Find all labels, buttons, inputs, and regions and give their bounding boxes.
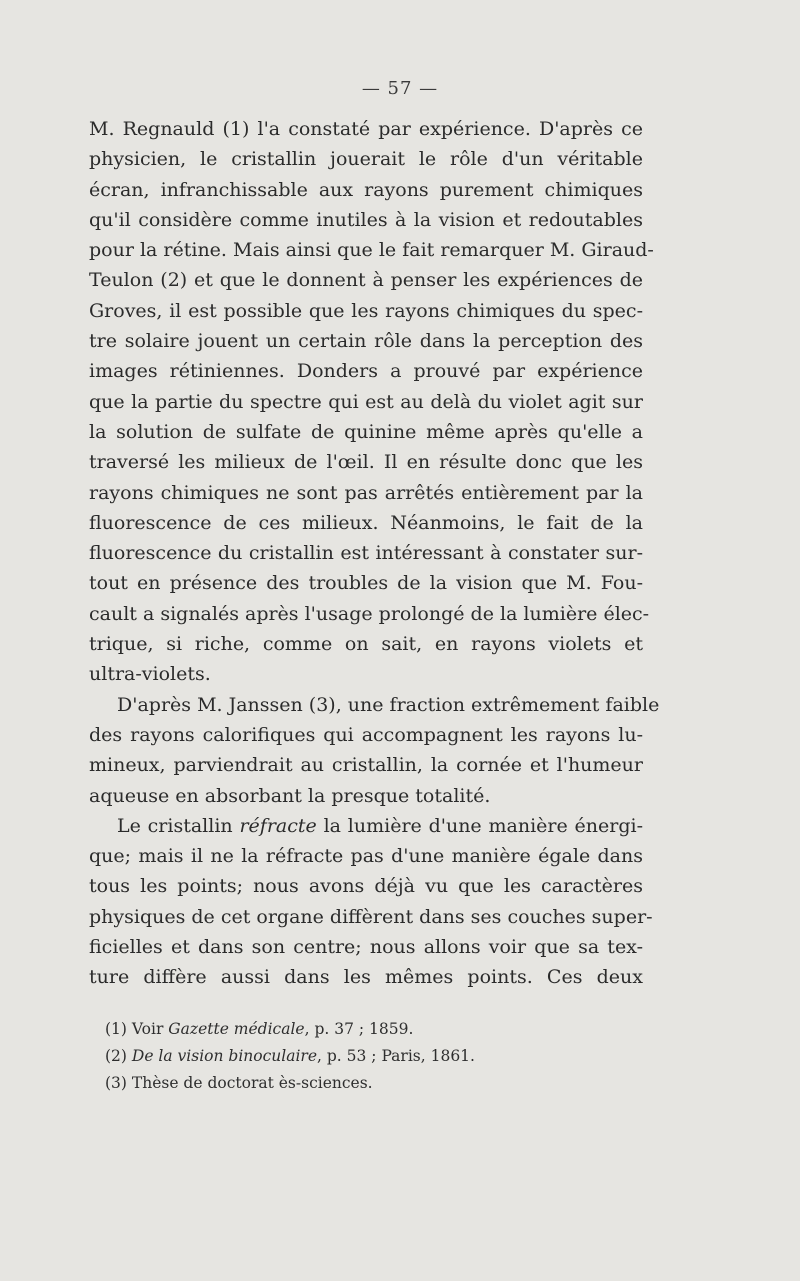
text-line: ultra-violets.: [89, 663, 211, 686]
footnote: (2) De la vision binoculaire, p. 53 ; Paris, 1861.: [105, 1047, 475, 1065]
footnote: (1) Voir Gazette médicale, p. 37 ; 1859.: [105, 1020, 414, 1038]
page-number: — 57 —: [361, 78, 439, 99]
text-line: Groves, il est possible que les rayons chimiques du spec-: [89, 299, 643, 322]
italic-term: réfracte: [239, 814, 317, 837]
text-line: images rétiniennes. Donders a prouvé par expérience: [89, 360, 643, 383]
footnotes: [105, 1016, 645, 1097]
text-line: écran, infranchissable aux rayons purement chimiques: [89, 178, 643, 201]
text-line: physiques de cet organe diffèrent dans ses couches super-: [89, 905, 653, 928]
text-line: rayons chimiques ne sont pas arrêtés entièrement par la: [89, 481, 643, 504]
text-line: D'après M. Janssen (3), une fraction extrêmement faible: [117, 693, 660, 716]
text-line: trique, si riche, comme on sait, en rayons violets et: [89, 633, 643, 656]
text-line: la solution de sulfate de quinine même après qu'elle a: [89, 420, 643, 443]
text-line: que la partie du spectre qui est au delà du violet agit sur: [89, 390, 643, 413]
text-line: fluorescence du cristallin est intéressant à constater sur-: [89, 542, 643, 565]
text-line: cault a signalés après l'usage prolongé de la lumière élec-: [89, 602, 650, 625]
text-line: aqueuse en absorbant la presque totalité.: [89, 784, 491, 807]
text-line: M. Regnauld (1) l'a constaté par expérience. D'après ce: [89, 118, 643, 140]
footnote-title: De la vision binoculaire: [131, 1047, 318, 1065]
text-line: Teulon (2) et que le donnent à penser les expériences de: [89, 269, 643, 292]
text-line: pour la rétine. Mais ainsi que le fait remarquer M. Giraud-: [89, 239, 654, 262]
text-line: tous les points; nous avons déjà vu que les caractères: [89, 875, 643, 898]
footnote-title: Gazette médicale: [168, 1020, 305, 1038]
text-line: ture diffère aussi dans les mêmes points. Ces deux: [89, 966, 643, 989]
text-line: que; mais il ne la réfracte pas d'une manière égale dans: [89, 845, 643, 868]
text-line: ficielles et dans son centre; nous allons voir que sa tex-: [89, 936, 643, 959]
text-line: des rayons calorifiques qui accompagnent les rayons lu-: [89, 723, 643, 746]
body-text: [89, 114, 660, 993]
text-line: physicien, le cristallin jouerait le rôle d'un véritable: [89, 148, 643, 171]
text-line: qu'il considère comme inutiles à la vision et redoutables: [89, 208, 643, 231]
footnote: (3) Thèse de doctorat ès-sciences.: [105, 1074, 373, 1092]
text-line: traversé les milieux de l'œil. Il en résulte donc que les: [89, 451, 643, 474]
text-line: Le cristallin réfracte la lumière d'une manière énergi-: [117, 814, 643, 837]
text-line: fluorescence de ces milieux. Néanmoins, le fait de la: [89, 511, 643, 534]
text-line: tre solaire jouent un certain rôle dans la perception des: [89, 330, 643, 353]
text-line: tout en présence des troubles de la vision que M. Fou-: [89, 572, 643, 595]
text-line: mineux, parviendrait au cristallin, la cornée et l'humeur: [89, 754, 643, 777]
